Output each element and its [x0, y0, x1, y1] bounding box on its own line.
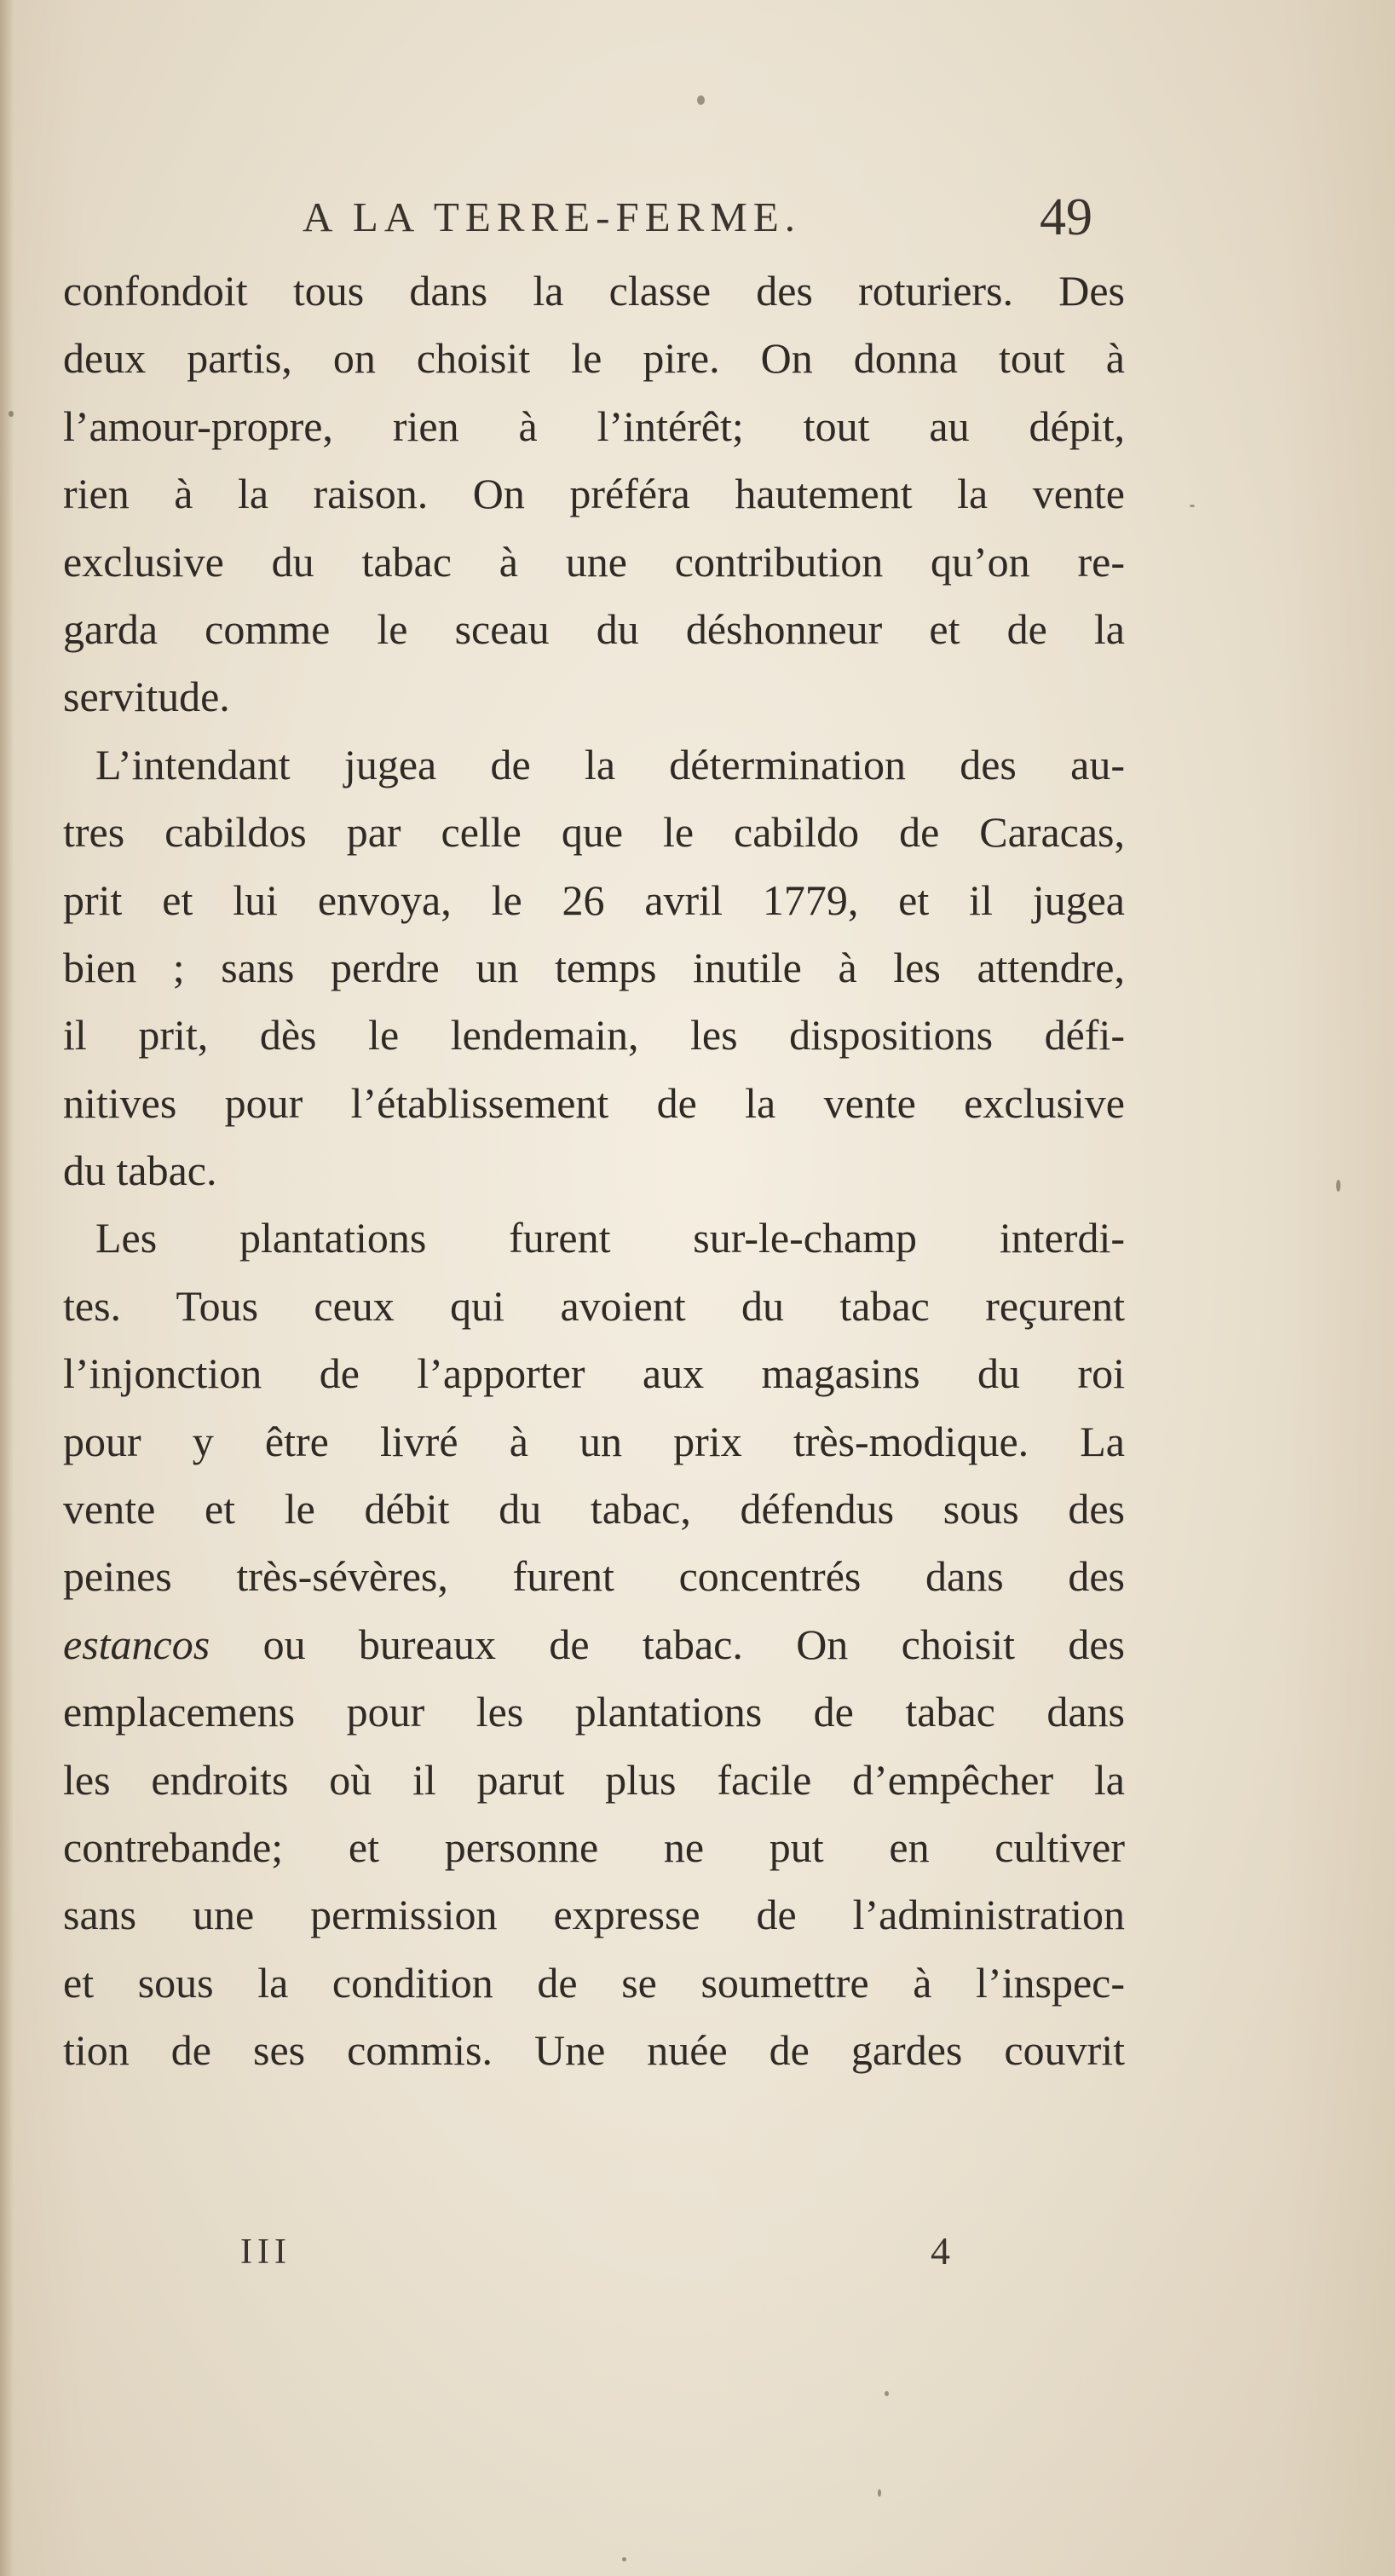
- text-line: contrebande; et personne ne put en cultiver: [63, 1822, 1125, 1871]
- signature-mark: III: [240, 2232, 291, 2272]
- ink-speck: [622, 2557, 626, 2562]
- ink-speck: [1336, 1180, 1340, 1192]
- ink-speck: [9, 411, 14, 417]
- ink-speck: [1190, 505, 1195, 507]
- text-line: vente et le débit du tabac, défendus sous des: [63, 1485, 1125, 1533]
- running-title: A LA TERRE-FERME.: [303, 193, 802, 240]
- text-line: garda comme le sceau du déshonneur et de la: [63, 604, 1125, 653]
- text-line: l’injonction de l’apporter aux magasins du roi: [63, 1349, 1125, 1398]
- text-line: tion de ses commis. Une nuée de gardes couvrit: [63, 2026, 1125, 2075]
- text-line: servitude.: [63, 673, 230, 721]
- text-line: et sous la condition de se soumettre à l’inspec-: [63, 1958, 1125, 2007]
- ink-speck: [697, 95, 705, 105]
- running-head: [0, 188, 1395, 252]
- text-line: sans une permission expresse de l’administration: [63, 1891, 1125, 1939]
- ink-speck: [878, 2489, 881, 2497]
- text-line: du tabac.: [63, 1146, 217, 1195]
- text-line: peines très-sévères, furent concentrés dans des: [63, 1552, 1125, 1601]
- text-line: emplacemens pour les plantations de tabac dans: [63, 1688, 1125, 1736]
- text-line: prit et lui envoya, le 26 avril 1779, et il jugea: [63, 875, 1125, 924]
- text-line: l’amour-propre, rien à l’intérêt; tout au dépit,: [63, 401, 1125, 450]
- text-line: tes. Tous ceux qui avoient du tabac reçurent: [63, 1281, 1125, 1330]
- italic-term: estancos: [63, 1620, 210, 1668]
- body-text: [63, 257, 1125, 2085]
- text-line: tres cabildos par celle que le cabildo de Caracas,: [63, 808, 1125, 857]
- text-line: rien à la raison. On préféra hautement la vente: [63, 470, 1125, 518]
- page-footer: [0, 2229, 1395, 2283]
- text-line: confondoit tous dans la classe des roturiers. Des: [63, 267, 1125, 315]
- text-line: deux partis, on choisit le pire. On donna tout à: [63, 334, 1125, 383]
- text-line: les endroits où il parut plus facile d’empêcher la: [63, 1755, 1125, 1804]
- ink-speck: [885, 2391, 889, 2396]
- text-line: exclusive du tabac à une contribution qu’on re-: [63, 537, 1125, 586]
- sheet-number: 4: [931, 2229, 950, 2273]
- text-line: pour y être livré à un prix très-modique. La: [63, 1417, 1125, 1465]
- page-edge-shadow: [0, 0, 14, 2576]
- text-line: il prit, dès le lendemain, les dispositions défi-: [63, 1011, 1125, 1060]
- page-number: 49: [1040, 188, 1092, 246]
- text-line: bien ; sans perdre un temps inutile à les attendre,: [63, 943, 1125, 991]
- text-line: Les plantations furent sur-le-champ interdi-: [95, 1214, 1125, 1262]
- text-line: L’intendant jugea de la détermination des au-: [95, 740, 1125, 788]
- text-line: nitives pour l’établissement de la vente exclusive: [63, 1078, 1125, 1127]
- text-line: estancos ou bureaux de tabac. On choisit des: [63, 1620, 1125, 1668]
